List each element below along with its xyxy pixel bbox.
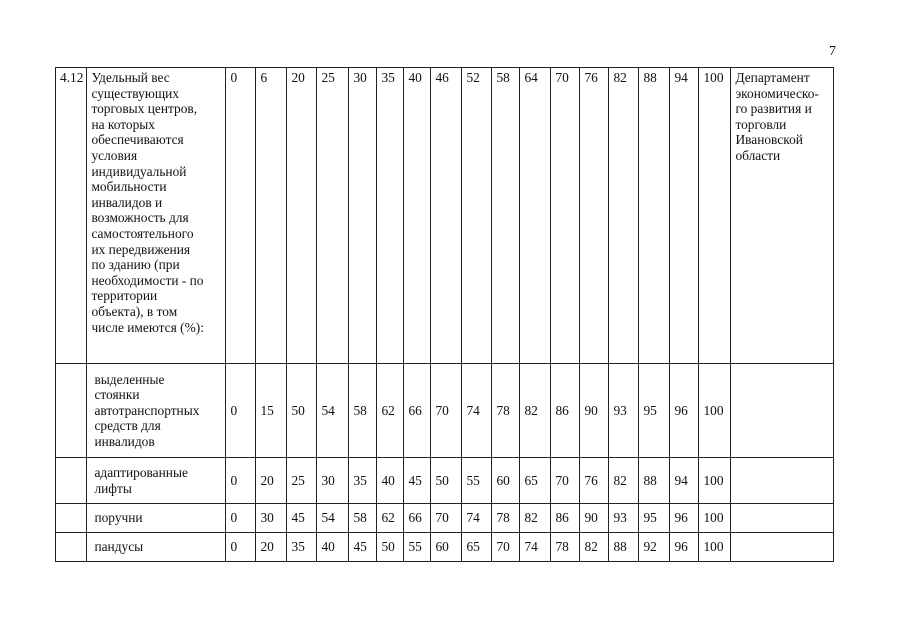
- value-cell: 55: [462, 458, 492, 504]
- description-line: индивидуальной: [91, 163, 187, 179]
- row-number-cell: [56, 458, 87, 504]
- value-cell: 66: [404, 364, 431, 458]
- value-cell: 92: [639, 533, 670, 562]
- value-cell: 46: [431, 68, 462, 364]
- value-cell: 45: [287, 504, 317, 533]
- description-line: числе имеются (%):: [91, 319, 204, 335]
- description-line: инвалидов: [94, 433, 155, 449]
- value-cell: 100: [699, 68, 731, 364]
- table-row: [56, 364, 834, 458]
- indicator-description-cell: [87, 504, 226, 533]
- value-cell: 0: [226, 504, 256, 533]
- department-cell: [731, 364, 834, 458]
- value-cell: 30: [256, 504, 287, 533]
- description-line: Удельный вес: [91, 70, 170, 85]
- value-cell: 54: [317, 364, 349, 458]
- department-cell: [731, 533, 834, 562]
- value-cell: 88: [639, 458, 670, 504]
- value-cell: 88: [609, 533, 639, 562]
- description-line: самостоятельного: [91, 225, 194, 241]
- value-cell: 82: [609, 458, 639, 504]
- value-cell: 76: [580, 68, 609, 364]
- department-line: го развития и: [735, 101, 812, 117]
- value-cell: 93: [609, 364, 639, 458]
- description-line: пандусы: [94, 539, 144, 555]
- value-cell: 20: [256, 533, 287, 562]
- value-cell: 25: [287, 458, 317, 504]
- value-cell: 76: [580, 458, 609, 504]
- value-cell: 96: [670, 504, 699, 533]
- value-cell: 6: [256, 68, 287, 364]
- row-number-cell: [56, 504, 87, 533]
- description-line: возможность для: [91, 210, 189, 226]
- value-cell: 40: [404, 68, 431, 364]
- value-cell: 100: [699, 533, 731, 562]
- value-cell: 40: [377, 458, 404, 504]
- value-cell: 96: [670, 533, 699, 562]
- value-cell: 70: [492, 533, 520, 562]
- description-line: выделенные: [94, 371, 165, 387]
- description-line: условия: [91, 147, 138, 163]
- value-cell: 35: [377, 68, 404, 364]
- value-cell: 70: [431, 364, 462, 458]
- value-cell: 100: [699, 458, 731, 504]
- description-line: существующих: [91, 85, 180, 101]
- department-cell: [731, 68, 834, 364]
- department-cell: [731, 504, 834, 533]
- value-cell: 64: [520, 68, 551, 364]
- description-line: торговых центров,: [91, 101, 198, 117]
- value-cell: 94: [670, 458, 699, 504]
- description-line: территории: [91, 288, 158, 304]
- value-cell: 65: [520, 458, 551, 504]
- value-cell: 25: [317, 68, 349, 364]
- value-cell: 60: [431, 533, 462, 562]
- value-cell: 20: [256, 458, 287, 504]
- description-line: необходимости - по: [91, 272, 204, 288]
- value-cell: 45: [404, 458, 431, 504]
- description-line: поручни: [94, 510, 143, 526]
- value-cell: 50: [431, 458, 462, 504]
- value-cell: 82: [520, 364, 551, 458]
- value-cell: 74: [462, 504, 492, 533]
- department-line: торговли: [735, 116, 787, 132]
- value-cell: 90: [580, 504, 609, 533]
- description-line: мобильности: [91, 179, 167, 195]
- description-line: их передвижения: [91, 241, 191, 257]
- value-cell: 74: [462, 364, 492, 458]
- value-cell: 0: [226, 68, 256, 364]
- indicator-description-cell: [87, 68, 226, 364]
- value-cell: 45: [349, 533, 377, 562]
- description-line: стоянки: [94, 387, 140, 403]
- value-cell: 86: [551, 364, 580, 458]
- value-cell: 82: [609, 68, 639, 364]
- value-cell: 50: [287, 364, 317, 458]
- description-line: средств для: [94, 418, 161, 434]
- value-cell: 96: [670, 364, 699, 458]
- description-line: объекта), в том: [91, 303, 178, 319]
- indicator-description-cell: [87, 458, 226, 504]
- value-cell: 30: [349, 68, 377, 364]
- value-cell: 95: [639, 504, 670, 533]
- value-cell: 0: [226, 364, 256, 458]
- description-line: на которых: [91, 116, 155, 132]
- value-cell: 82: [520, 504, 551, 533]
- row-number-cell: 4.12: [56, 68, 87, 364]
- description-line: обеспечиваются: [91, 132, 184, 148]
- value-cell: 58: [349, 504, 377, 533]
- value-cell: 88: [639, 68, 670, 364]
- department-line: Департамент: [735, 70, 810, 85]
- value-cell: 74: [520, 533, 551, 562]
- value-cell: 94: [670, 68, 699, 364]
- value-cell: 55: [404, 533, 431, 562]
- value-cell: 100: [699, 364, 731, 458]
- row-number-cell: [56, 364, 87, 458]
- value-cell: 78: [492, 504, 520, 533]
- description-line: инвалидов и: [91, 194, 163, 210]
- value-cell: 70: [551, 458, 580, 504]
- indicator-description-cell: [87, 533, 226, 562]
- table-row: [56, 458, 834, 504]
- value-cell: 66: [404, 504, 431, 533]
- value-cell: 78: [551, 533, 580, 562]
- description-line: лифты: [94, 480, 132, 496]
- value-cell: 52: [462, 68, 492, 364]
- value-cell: 58: [349, 364, 377, 458]
- value-cell: 86: [551, 504, 580, 533]
- value-cell: 40: [317, 533, 349, 562]
- indicator-description-cell: [87, 364, 226, 458]
- value-cell: 78: [492, 364, 520, 458]
- value-cell: 30: [317, 458, 349, 504]
- indicator-table: [55, 67, 834, 562]
- value-cell: 93: [609, 504, 639, 533]
- value-cell: 54: [317, 504, 349, 533]
- value-cell: 15: [256, 364, 287, 458]
- value-cell: 58: [492, 68, 520, 364]
- value-cell: 35: [287, 533, 317, 562]
- department-line: Ивановской: [735, 132, 803, 148]
- value-cell: 95: [639, 364, 670, 458]
- value-cell: 0: [226, 533, 256, 562]
- value-cell: 70: [431, 504, 462, 533]
- value-cell: 90: [580, 364, 609, 458]
- value-cell: 100: [699, 504, 731, 533]
- table-row: [56, 533, 834, 562]
- value-cell: 35: [349, 458, 377, 504]
- value-cell: 82: [580, 533, 609, 562]
- value-cell: 20: [287, 68, 317, 364]
- description-line: по зданию (при: [91, 257, 180, 273]
- value-cell: 62: [377, 504, 404, 533]
- value-cell: 60: [492, 458, 520, 504]
- description-line: адаптированные: [94, 464, 188, 480]
- department-line: области: [735, 147, 781, 163]
- value-cell: 0: [226, 458, 256, 504]
- department-cell: [731, 458, 834, 504]
- value-cell: 62: [377, 364, 404, 458]
- description-line: автотранспортных: [94, 402, 200, 418]
- department-line: экономическо-: [735, 85, 819, 101]
- value-cell: 50: [377, 533, 404, 562]
- page-number: 7: [829, 44, 836, 59]
- table-row: [56, 68, 834, 364]
- value-cell: 70: [551, 68, 580, 364]
- value-cell: 65: [462, 533, 492, 562]
- table-row: [56, 504, 834, 533]
- row-number-cell: [56, 533, 87, 562]
